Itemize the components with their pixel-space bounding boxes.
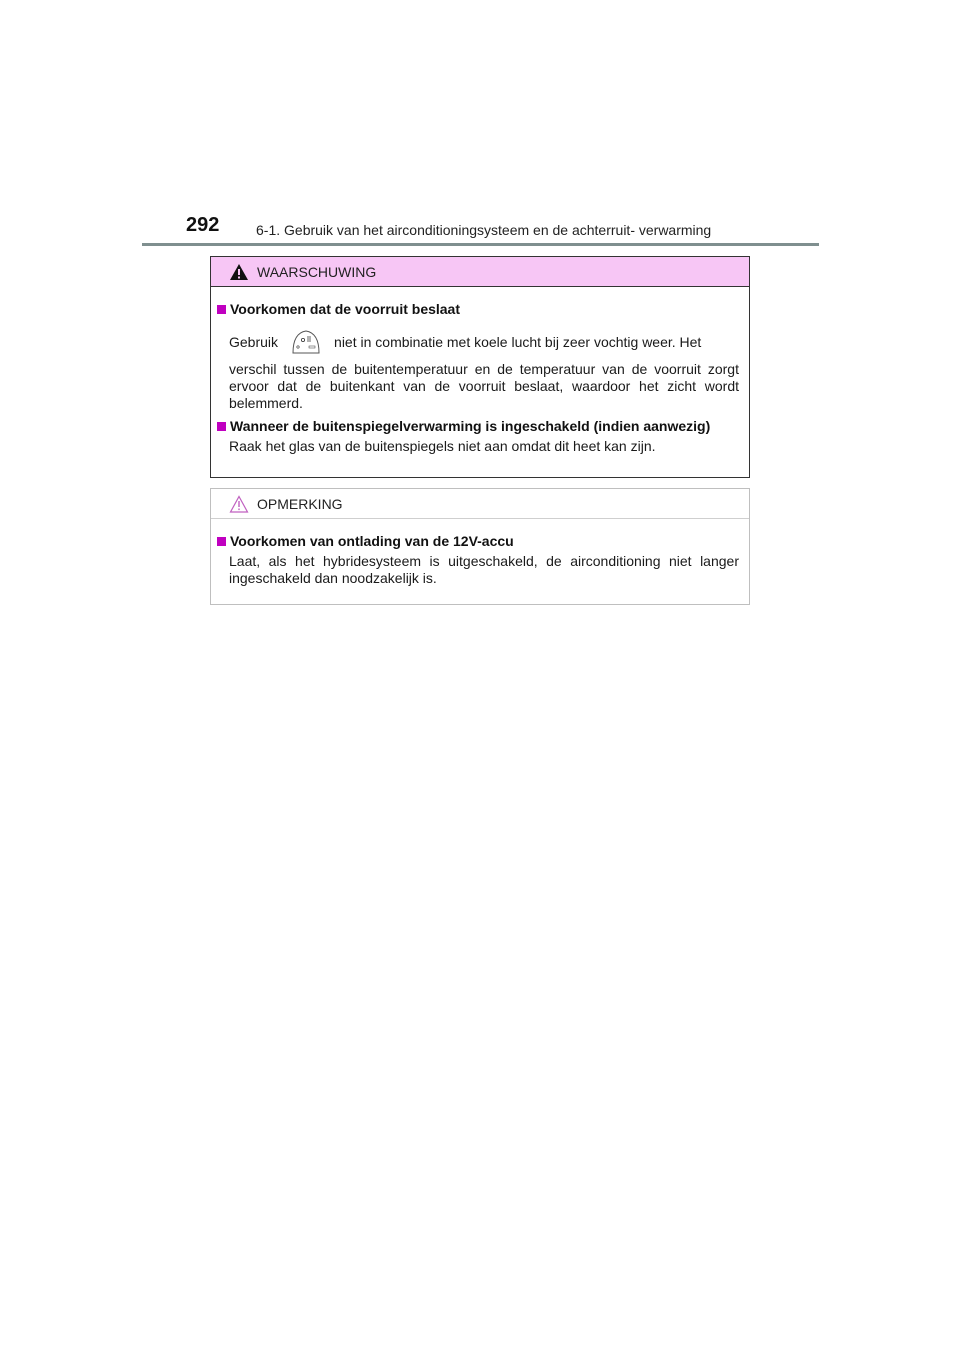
- item-heading-text: Voorkomen dat de voorruit beslaat: [230, 301, 461, 317]
- notice-body: [211, 519, 749, 587]
- warning-title: WAARSCHUWING: [257, 263, 377, 280]
- page-number: 292: [186, 214, 220, 236]
- bullet-square-icon: [217, 305, 226, 314]
- item-heading: [217, 533, 739, 549]
- item-heading-text: Wanneer de buitenspiegelverwarming is ingeschakeld (indien aanwezig): [230, 418, 711, 434]
- paragraph-text: niet in combinatie met koele lucht bij zeer vochtig weer. Het: [334, 333, 702, 350]
- warning-body: [211, 287, 749, 455]
- header-rule: [142, 243, 819, 246]
- notice-triangle-icon: [229, 495, 249, 513]
- paragraph: Raak het glas van de buitenspiegels niet aan omdat dit heet kan zijn.: [229, 438, 656, 454]
- notice-title: OPMERKING: [257, 495, 343, 512]
- paragraph: [229, 329, 739, 355]
- item-heading-text: Voorkomen van ontlading van de 12V-accu: [230, 533, 514, 549]
- notice-header: [211, 489, 749, 519]
- item-heading: [217, 301, 739, 317]
- ac-button-icon: [290, 329, 322, 355]
- bullet-square-icon: [217, 422, 226, 431]
- warning-header: [211, 257, 749, 287]
- warning-triangle-icon: [229, 263, 249, 281]
- notice-box: [210, 488, 750, 605]
- warning-box: [210, 256, 750, 478]
- paragraph: verschil tussen de buitentemperatuur en de temperatuur van de voorruit zorgt ervoor dat de buitenkant van de voorruit beslaat, waardoor het zicht wordt belemmerd.: [229, 361, 739, 411]
- bullet-square-icon: [217, 537, 226, 546]
- paragraph-text: Gebruik: [229, 333, 279, 350]
- item-heading: [217, 418, 739, 434]
- running-header: 6-1. Gebruik van het airconditioningsysteem en de achterruit- verwarming: [256, 222, 712, 238]
- paragraph: Laat, als het hybridesysteem is uitgeschakeld, de airconditioning niet langer ingeschakeld dan noodzakelijk is.: [229, 553, 739, 586]
